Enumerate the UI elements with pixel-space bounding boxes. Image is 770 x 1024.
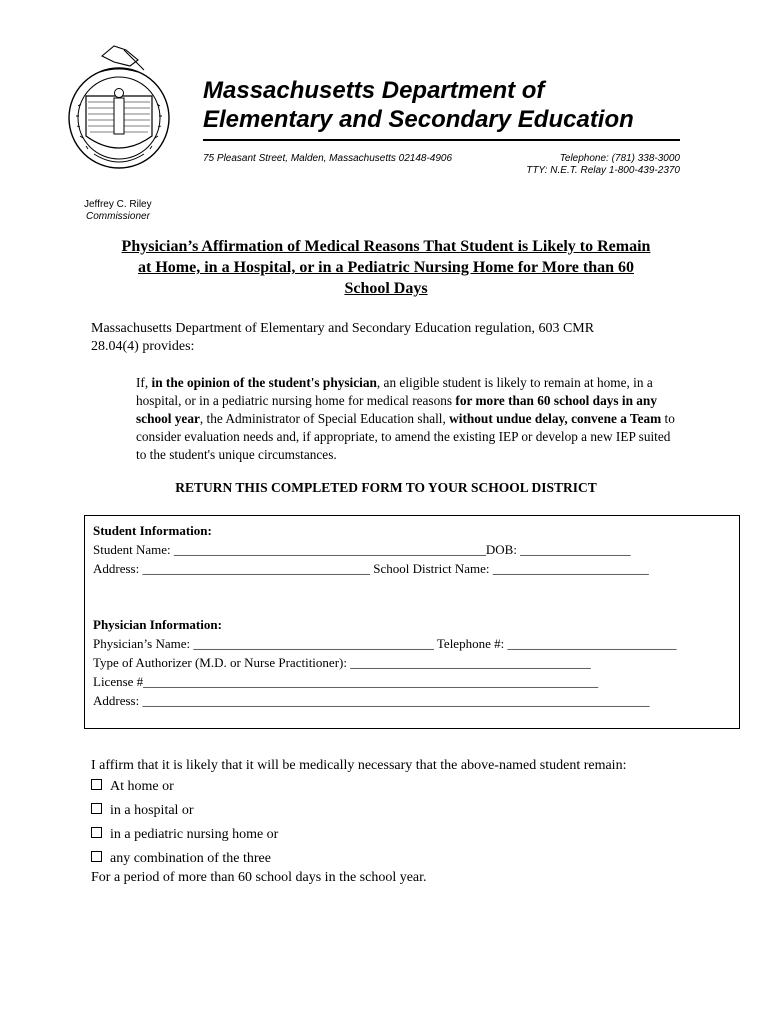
commissioner-block — [84, 199, 152, 223]
contact-block — [526, 153, 680, 177]
period-statement: For a period of more than 60 school days in the school year. — [91, 870, 427, 885]
quote-text-1: If, — [136, 375, 152, 390]
regulation-intro-line2: 28.04(4) provides: — [91, 339, 195, 354]
regulation-intro-line1: Massachusetts Department of Elementary and Secondary Education regulation, 603 CMR — [91, 321, 595, 336]
checkbox-icon[interactable] — [91, 851, 102, 862]
authorizer-type-field[interactable]: Type of Authorizer (M.D. or Nurse Practitioner): _____________________________________ — [93, 655, 591, 670]
department-name — [203, 76, 683, 134]
quote-bold-60-days: for more than 60 school days in any school year — [136, 393, 657, 426]
department-name-line1: Massachusetts Department of — [203, 77, 545, 104]
quote-text-2: , an eligible student is likely to remain at home, in a hospital, or in a pediatric nursing home for medical reasons — [136, 375, 653, 408]
massachusetts-seal-icon — [64, 36, 174, 170]
physician-address-field[interactable]: Address: ______________________________________________________________________________ — [93, 693, 650, 708]
commissioner-name: Jeffrey C. Riley — [84, 199, 152, 210]
quote-bold-convene-team: without undue delay, convene a Team — [449, 411, 662, 426]
form-title-line3: School Days — [344, 280, 428, 297]
regulation-intro — [91, 320, 651, 356]
option-label: At home or — [110, 779, 174, 794]
checkbox-icon[interactable] — [91, 827, 102, 838]
student-info-heading: Student Information: — [93, 523, 212, 538]
quote-text-4: to consider evaluation needs and, if appropriate, to amend the existing IEP or develop a new IEP suited to the student's unique circumstances. — [136, 411, 675, 462]
option-label: any combination of the three — [110, 851, 271, 866]
information-box — [84, 515, 740, 729]
telephone-number: Telephone: (781) 338-3000 — [559, 153, 680, 164]
student-name-field[interactable]: Student Name: ________________________________________________DOB: _________________ — [93, 542, 631, 557]
physician-name-field[interactable]: Physician’s Name: _____________________________________ Telephone #: __________________________ — [93, 636, 677, 651]
student-address-field[interactable]: Address: ___________________________________ School District Name: ________________________ — [93, 561, 649, 576]
option-nursing-home[interactable] — [91, 826, 278, 844]
option-combination[interactable] — [91, 850, 271, 868]
license-field[interactable]: License #______________________________________________________________________ — [93, 674, 599, 689]
form-title — [88, 236, 684, 299]
quote-text-3: , the Administrator of Special Education shall, — [199, 411, 450, 426]
option-label: in a hospital or — [110, 803, 194, 818]
option-at-home[interactable] — [91, 778, 174, 796]
physician-info-heading: Physician Information: — [93, 617, 222, 632]
department-name-line2: Elementary and Secondary Education — [203, 106, 634, 133]
commissioner-title: Commissioner — [86, 211, 150, 222]
department-address: 75 Pleasant Street, Malden, Massachusetts 02148-4906 — [203, 153, 453, 164]
form-title-line1: Physician’s Affirmation of Medical Reasons That Student is Likely to Remain — [121, 238, 651, 255]
checkbox-icon[interactable] — [91, 779, 102, 790]
header-divider — [203, 139, 680, 141]
return-instruction: RETURN THIS COMPLETED FORM TO YOUR SCHOOL DISTRICT — [175, 480, 597, 495]
quote-bold-physician-opinion: in the opinion of the student's physician — [151, 375, 377, 390]
tty-number: TTY: N.E.T. Relay 1-800-439-2370 — [526, 165, 680, 176]
regulation-quote — [136, 374, 684, 464]
option-label: in a pediatric nursing home or — [110, 827, 279, 842]
option-hospital[interactable] — [91, 802, 194, 820]
form-title-line2: at Home, in a Hospital, or in a Pediatric Nursing Home for More than 60 — [138, 259, 634, 276]
checkbox-icon[interactable] — [91, 803, 102, 814]
affirmation-statement: I affirm that it is likely that it will be medically necessary that the above-named student remain: — [91, 758, 627, 773]
